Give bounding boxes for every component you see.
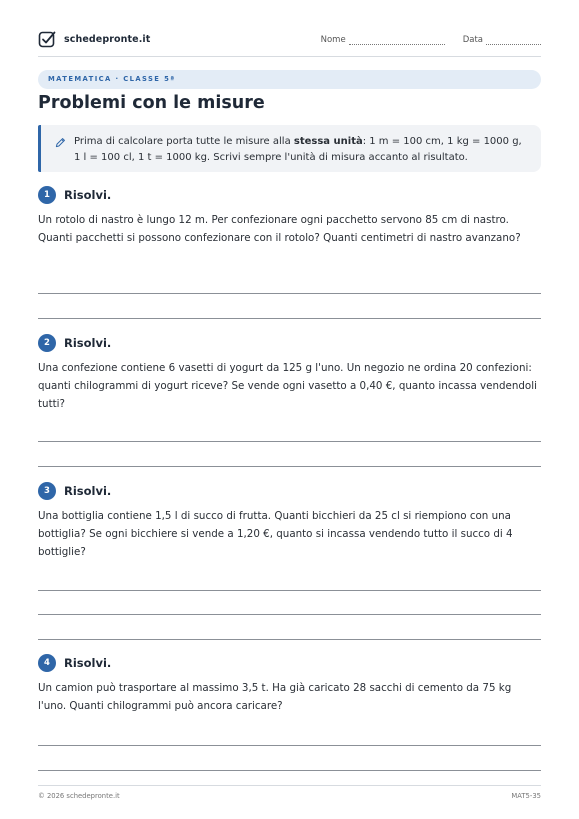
problem-3 [38,482,541,561]
page-header [38,30,541,57]
problem-number-badge: 1 [38,186,56,204]
problem-label: Risolvi. [64,484,112,498]
page-title: Problemi con le misure [38,93,265,113]
problem-number-badge: 2 [38,334,56,352]
problem-1 [38,186,541,247]
problem-number-badge: 4 [38,654,56,672]
problem-header [38,334,541,352]
tip-text [74,134,531,165]
page-footer [38,785,541,804]
problem-label: Risolvi. [64,188,112,202]
date-blank[interactable] [486,36,541,45]
problem-text: Un rotolo di nastro è lungo 12 m. Per confezionare ogni pacchetto servono 85 cm di nastro. Quanti pacchetti si possono confezionare con il rotolo? Quanti centimetri di nastro avanzano? [38,214,521,244]
problem-label: Risolvi. [64,656,112,670]
tip-box [38,125,541,172]
problem-text: Un camion può trasportare al massimo 3,5 t. Ha già caricato 28 sacchi di cemento da 75 kg l'uno. Quanti chilogrammi può ancora caricare? [38,682,512,712]
footer-code: MAT5-35 [511,792,541,800]
tip-text-bold: stessa unità [293,136,363,147]
problem-number-badge: 3 [38,482,56,500]
problem-label: Risolvi. [64,336,112,350]
name-blank[interactable] [349,36,445,45]
subject-tag-text: MATEMATICA · CLASSE 5ª [48,75,176,83]
problem-header [38,654,541,672]
answer-line[interactable] [38,614,541,615]
name-label: Nome [320,35,346,45]
problem-4 [38,654,541,715]
answer-line[interactable] [38,441,541,442]
answer-line[interactable] [38,590,541,591]
answer-line[interactable] [38,639,541,640]
date-field[interactable] [463,35,541,45]
subject-tag [38,70,541,89]
date-label: Data [462,35,483,45]
tip-text-end: : 1 m = 100 cm, 1 kg = 1000 g, 1 l = 100 cl, 1 t = 1000 kg. Scrivi sempre l'unità di misura accanto al risultato. [74,136,522,163]
checkbox-logo-icon [38,30,56,48]
problem-header [38,186,541,204]
brand [38,30,150,48]
problem-header [38,482,541,500]
brand-name: schedepronte.it [64,33,151,45]
answer-line[interactable] [38,770,541,771]
footer-copyright: © 2026 schedepronte.it [38,792,120,800]
problem-text: Una confezione contiene 6 vasetti di yogurt da 125 g l'uno. Un negozio ne ordina 20 confezioni: quanti chilogrammi di yogurt riceve? Se vende ogni vasetto a 0,40 €, quanto incassa vendendoli tutti? [38,362,537,410]
pencil-icon [55,137,66,148]
tip-text-start: Prima di calcolare porta tutte le misure alla [74,136,294,147]
problem-2 [38,334,541,413]
problem-text: Una bottiglia contiene 1,5 l di succo di frutta. Quanti bicchieri da 25 cl si riempiono con una bottiglia? Se ogni bicchiere si vende a 1,20 €, quanto si incassa vendendo tutto il succo di 4 bottiglie? [38,510,513,558]
name-field[interactable] [321,35,445,45]
answer-line[interactable] [38,293,541,294]
answer-line[interactable] [38,466,541,467]
answer-line[interactable] [38,745,541,746]
answer-line[interactable] [38,318,541,319]
student-fields [321,35,541,45]
